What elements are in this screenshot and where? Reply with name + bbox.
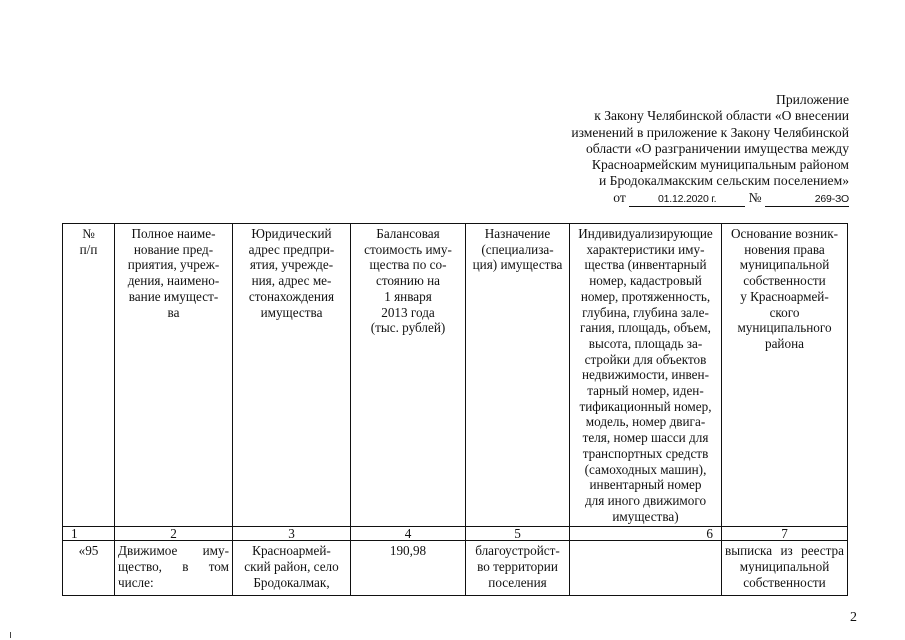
cell-text-line: тарный номер, иден-: [587, 383, 704, 399]
ownership-basis: [722, 541, 848, 596]
page-number: 2: [850, 610, 857, 625]
cell-text-line: адрес предпри-: [248, 241, 335, 257]
cell-text-line: у Красноармей-: [740, 288, 829, 304]
header-line: и Бродокалмакским сельским поселением»: [598, 173, 849, 189]
cell-text-line: имущества): [612, 508, 679, 524]
cell-text-line: новения права: [744, 241, 825, 257]
cell-text-line: во территории: [477, 559, 558, 575]
header-line: к Закону Челябинской области «О внесении: [594, 108, 849, 124]
cell-text-line: инвентарный номер: [589, 477, 702, 493]
cell-text-line: стоимость иму-: [364, 241, 452, 257]
cell-text-line: Балансовая: [376, 226, 440, 241]
cell-text-line: приятия, учреж-: [127, 257, 220, 273]
cell-text-line: Индивидуализирующие: [578, 226, 713, 241]
cell-text-line: тификационный номер,: [579, 398, 712, 414]
column-header-ownership-basis: [722, 224, 848, 527]
cell-text-line: щества (инвентарный: [584, 257, 707, 273]
cell-text-line: муниципальной: [739, 257, 830, 273]
column-header-number: [63, 224, 115, 527]
column-number: 6: [570, 527, 722, 541]
property-address: [233, 541, 351, 596]
cell-text-line: гания, площадь, объем,: [580, 320, 711, 336]
cell-text-line: п/п: [79, 241, 98, 257]
cell-text-line: Красноармей-: [252, 543, 331, 559]
cell-text-line: Движимое иму-: [118, 543, 229, 559]
column-number-row: [63, 527, 848, 541]
cell-text-line: Юридический: [251, 226, 332, 241]
header-line: Красноармейским муниципальным районом: [591, 157, 849, 173]
cell-text-line: ция) имущества: [472, 257, 563, 273]
cell-text-line: Бродокалмак,: [253, 574, 330, 590]
cell-text-line: Полное наиме-: [131, 226, 216, 241]
table-row: [63, 541, 848, 596]
cell-text-line: №: [82, 226, 95, 241]
column-number: 2: [115, 527, 233, 541]
column-header-purpose: [466, 224, 570, 527]
cell-text-line: ятия, учрежде-: [249, 257, 334, 273]
cell-text-line: (специализа-: [481, 241, 554, 257]
cell-text-line: поселения: [488, 574, 547, 590]
cell-text-line: щество, в том: [118, 559, 229, 575]
cell-text-line: модель, номер двига-: [585, 414, 706, 430]
number-label: №: [748, 189, 762, 205]
cell-text-line: Основание возник-: [730, 226, 839, 241]
cell-text-line: высота, площадь за-: [588, 335, 703, 351]
table-header-row: [63, 224, 848, 527]
cell-text-line: собственности: [743, 273, 826, 289]
column-header-characteristics: [570, 224, 722, 527]
cell-text-line: муниципальной: [739, 559, 830, 575]
margin-mark: [10, 632, 11, 638]
cell-text-line: имущества: [260, 304, 323, 320]
cell-text-line: муниципального: [737, 320, 832, 336]
cell-text-line: щества по со-: [369, 257, 447, 273]
column-number: 3: [233, 527, 351, 541]
law-date: 01.12.2020 г.: [629, 193, 745, 207]
cell-text-line: характеристики иму-: [586, 241, 705, 257]
column-number: 1: [63, 527, 115, 541]
cell-text-line: для иного движимого: [584, 492, 707, 508]
column-header-balance-value: [351, 224, 466, 527]
cell-text-line: района: [764, 335, 804, 351]
cell-text-line: номер, протяженность,: [580, 288, 711, 304]
cell-text-line: ва: [167, 304, 180, 320]
header-line: области «О разграничении имущества между: [585, 140, 849, 156]
cell-text-line: ния, адрес ме-: [251, 273, 332, 289]
cell-text-line: (тыс. рублей): [370, 320, 446, 336]
cell-text-line: 1 января: [384, 288, 432, 304]
cell-text-line: стонахождения: [248, 288, 335, 304]
column-header-address: [233, 224, 351, 527]
cell-text-line: собственности: [743, 574, 826, 590]
property-characteristics: [570, 541, 722, 596]
cell-text-line: ский район, село: [244, 559, 339, 575]
column-number: 4: [351, 527, 466, 541]
cell-text-line: стройки для объектов: [584, 351, 707, 367]
cell-text-line: теля, номер шасси для: [582, 430, 709, 446]
cell-text-line: номер, кадастровый: [589, 273, 702, 289]
from-label: от: [613, 189, 626, 205]
cell-text-line: глубина, глубина зале-: [582, 304, 709, 320]
cell-text-line: вание имущест-: [128, 288, 219, 304]
row-number: «95: [63, 541, 115, 596]
cell-text-line: дения, наимено-: [127, 273, 220, 289]
cell-text-line: нование пред-: [133, 241, 214, 257]
cell-text-line: Назначение: [484, 226, 551, 241]
cell-text-line: ского: [769, 304, 800, 320]
appendix-header: [519, 92, 849, 207]
header-line: изменений в приложение к Закону Челябинской: [571, 124, 849, 140]
cell-text-line: числе:: [118, 574, 154, 590]
balance-value: 190,98: [351, 541, 466, 596]
cell-text-line: благоустройст-: [475, 543, 560, 559]
cell-text-line: (самоходных машин),: [584, 461, 707, 477]
cell-text-line: транспортных средств: [582, 445, 709, 461]
cell-text-line: 2013 года: [381, 304, 435, 320]
column-number: 5: [466, 527, 570, 541]
cell-text-line: недвижимости, инвен-: [581, 367, 709, 383]
property-purpose: [466, 541, 570, 596]
law-number: 269-ЗО: [765, 193, 849, 207]
property-table: [62, 223, 848, 596]
cell-text-line: стоянию на: [375, 273, 441, 289]
property-name: [115, 541, 233, 596]
law-reference: [519, 190, 849, 207]
column-header-name: [115, 224, 233, 527]
column-number: 7: [722, 527, 848, 541]
header-line: Приложение: [776, 92, 849, 107]
cell-text-line: выписка из реестра: [725, 543, 844, 559]
